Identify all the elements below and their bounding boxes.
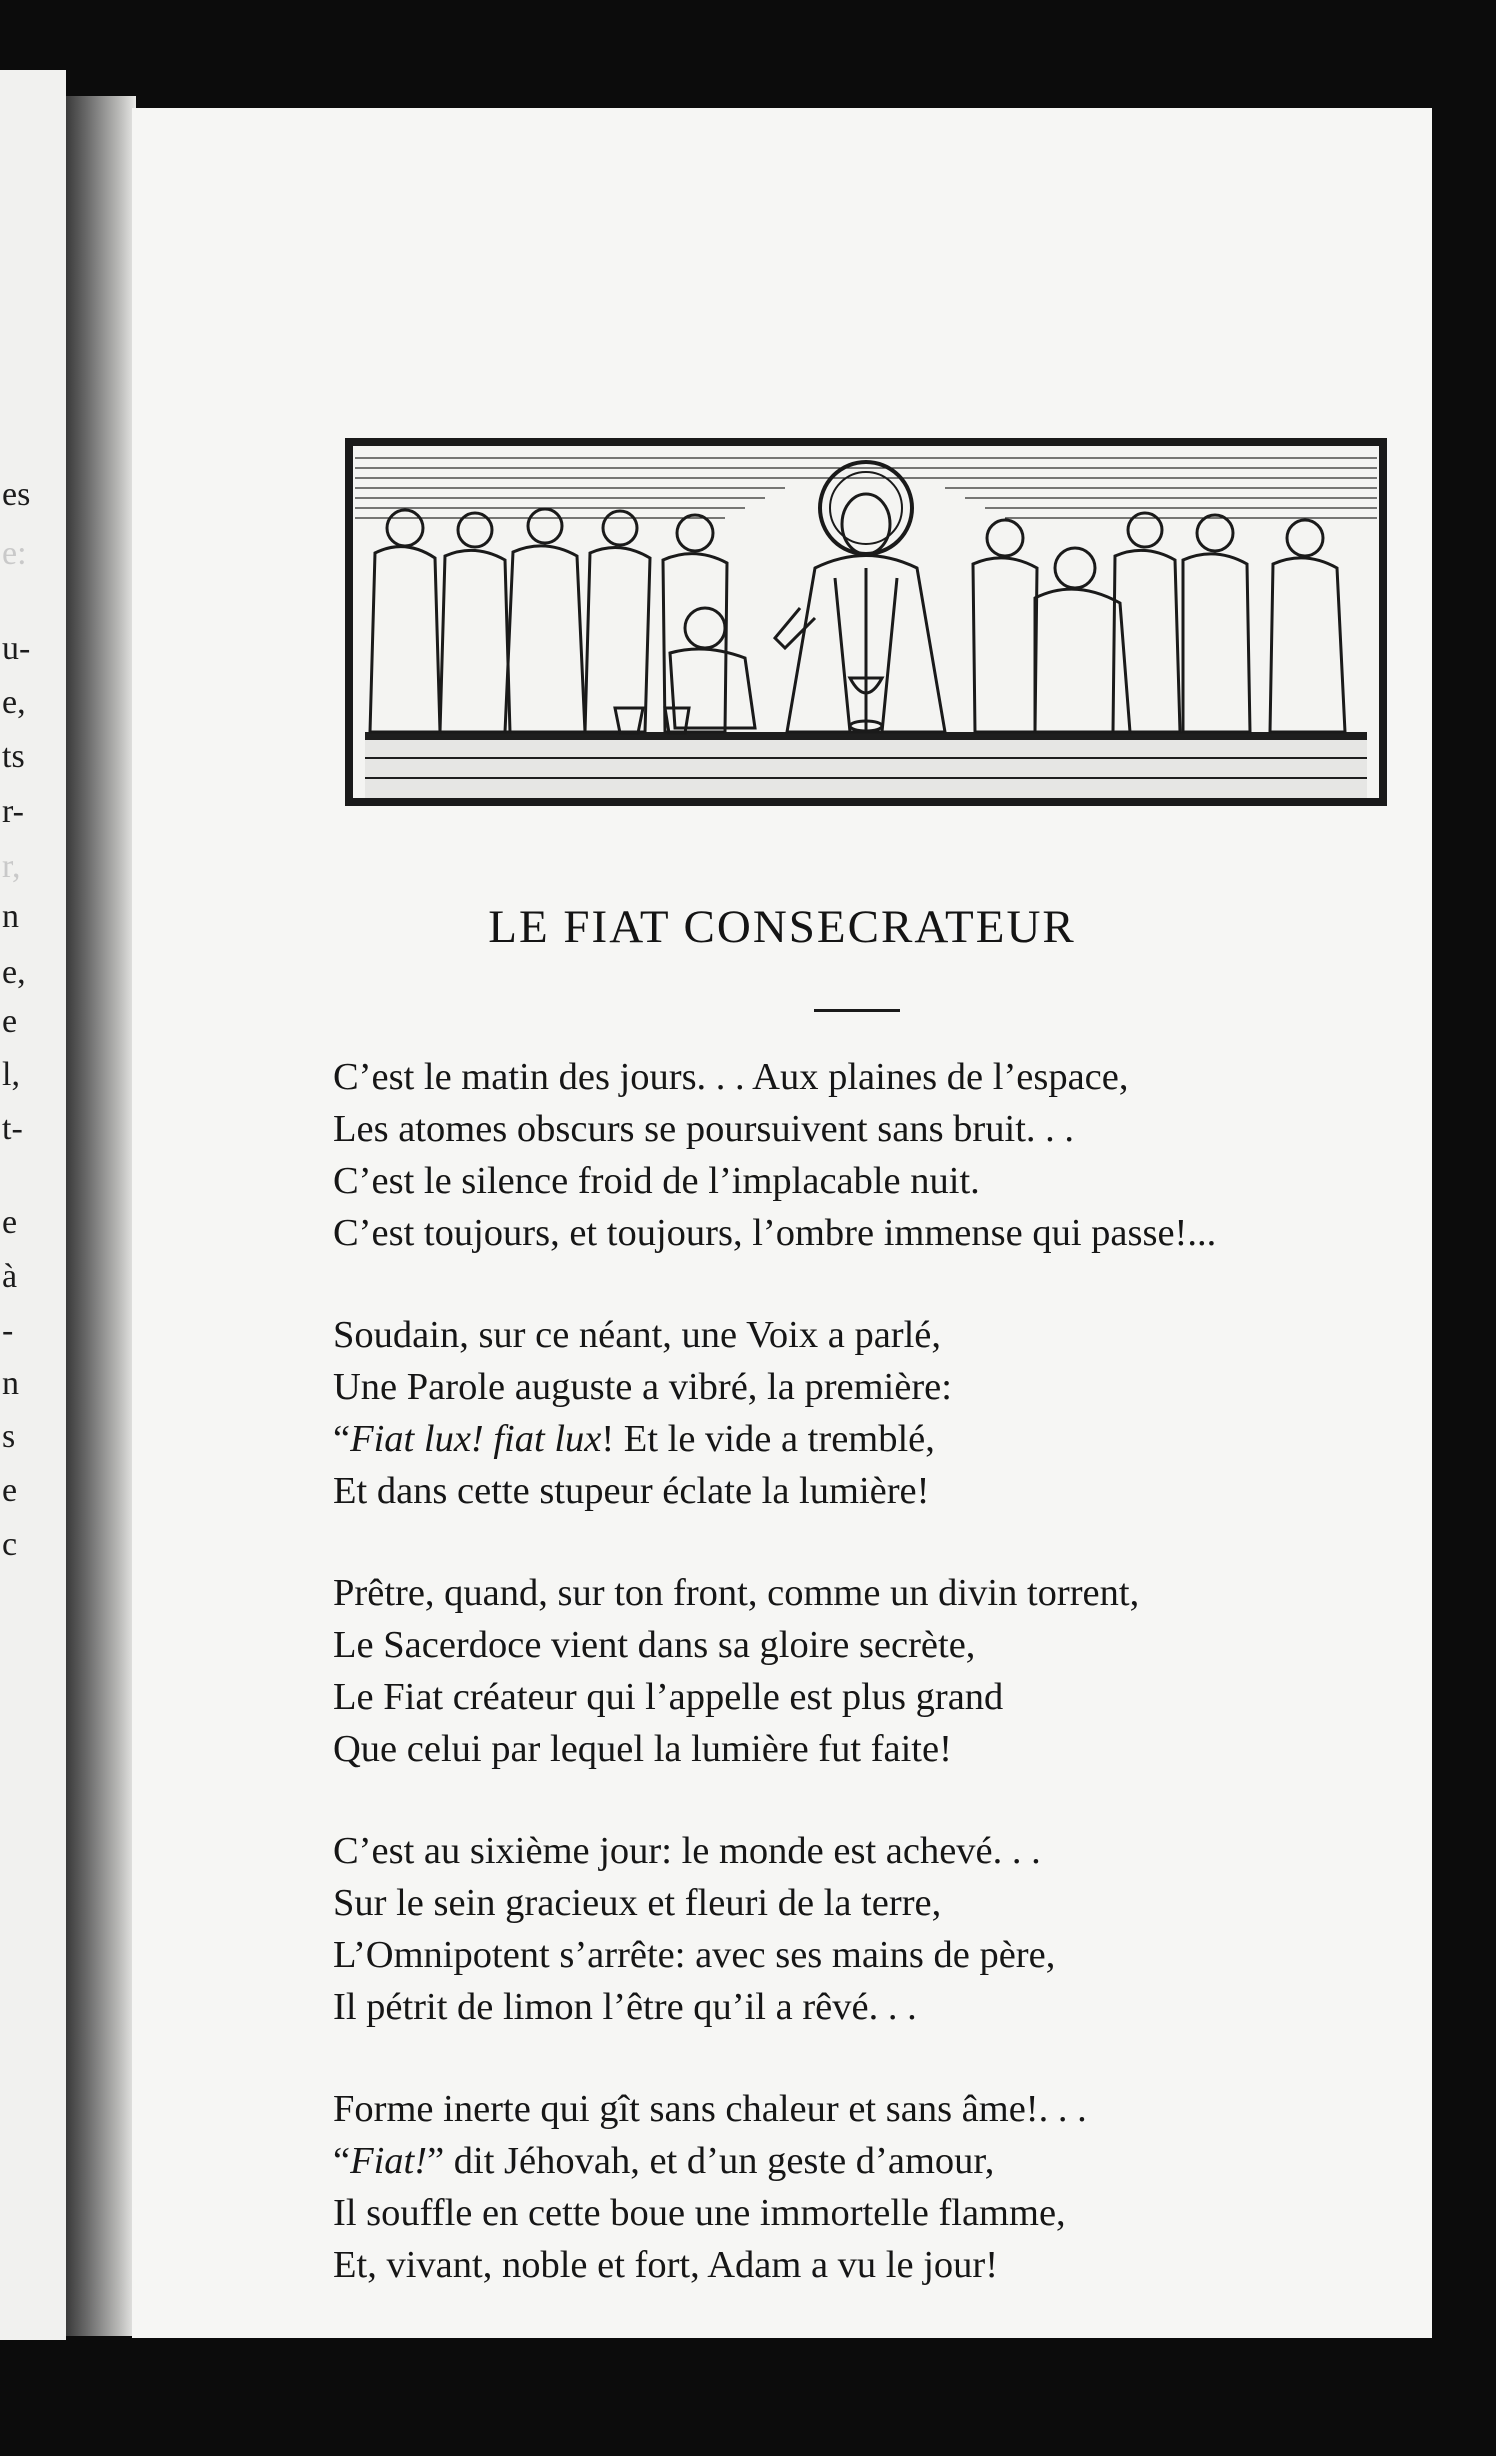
poem-line: Une Parole auguste a vibré, la première: [333, 1366, 952, 1408]
poem-line: Le Fiat créateur qui l’appelle est plus grand [333, 1676, 1004, 1718]
book-gutter [66, 96, 136, 2336]
line-text: “ [333, 1418, 351, 1460]
left-page-fragment: e [2, 1472, 18, 1509]
italic-phrase: Fiat lux! fiat lux [350, 1418, 602, 1460]
left-page-fragment: r, [2, 848, 21, 885]
poem-line: Les atomes obscurs se poursuivent sans bruit. . . [333, 1108, 1075, 1150]
last-supper-illustration [345, 438, 1387, 806]
poem-line: Soudain, sur ce néant, une Voix a parlé, [333, 1314, 942, 1356]
poem-stanza [333, 2083, 1453, 2291]
poem-line: C’est toujours, et toujours, l’ombre immense qui passe!... [333, 1212, 1217, 1254]
left-page-fragment: l, [2, 1056, 20, 1093]
left-page-fragment: - [2, 1312, 14, 1349]
poem-line: Forme inerte qui gît sans chaleur et sans âme!. . . [333, 2088, 1087, 2130]
left-page-fragment: e [2, 1003, 18, 1040]
left-page-fragment: e, [2, 954, 26, 991]
poem-line: Il pétrit de limon l’être qu’il a rêvé. . . [333, 1986, 917, 2028]
left-page-fragment: c [2, 1526, 18, 1563]
poem-stanza [333, 1051, 1453, 1259]
left-page-fragment: e, [2, 684, 26, 721]
left-page-fragment: n [2, 898, 19, 935]
book-page [132, 108, 1432, 2338]
poem-line: Et dans cette stupeur éclate la lumière! [333, 1470, 930, 1512]
poem [333, 1051, 1453, 2341]
poem-line: Le Sacerdoce vient dans sa gloire secrète, [333, 1624, 976, 1666]
poem-line: L’Omnipotent s’arrête: avec ses mains de père, [333, 1934, 1056, 1976]
left-page-fragment: r- [2, 793, 24, 830]
left-page-fragment: u- [2, 630, 31, 667]
left-page-fragment: t- [2, 1110, 23, 1147]
left-page-fragment: es [2, 476, 31, 513]
title-divider [814, 1009, 900, 1012]
poem-line: Et, vivant, noble et fort, Adam a vu le jour! [333, 2244, 999, 2286]
left-page-edge [0, 70, 66, 2340]
poem-line: Que celui par lequel la lumière fut faite! [333, 1728, 952, 1770]
line-text: ” dit Jéhovah, et d’un geste d’amour, [427, 2140, 995, 2182]
poem-line [333, 2135, 1453, 2187]
poem-line: Sur le sein gracieux et fleuri de la terre, [333, 1882, 942, 1924]
left-page-fragment: n [2, 1365, 19, 1402]
poem-line: C’est le matin des jours. . . Aux plaines de l’espace, [333, 1056, 1129, 1098]
italic-phrase: Fiat! [350, 2140, 428, 2182]
poem-stanza [333, 1825, 1453, 2033]
page-title: LE FIAT CONSECRATEUR [488, 901, 1076, 953]
left-page-fragment: ts [2, 738, 25, 775]
line-text: ! Et le vide a tremblé, [601, 1418, 935, 1460]
left-page-fragment: e: [2, 535, 27, 572]
left-page-fragment: à [2, 1258, 18, 1295]
poem-line: Prêtre, quand, sur ton front, comme un divin torrent, [333, 1572, 1140, 1614]
poem-line: C’est le silence froid de l’implacable nuit. [333, 1160, 980, 1202]
left-page-fragment: s [2, 1418, 16, 1455]
poem-line: Il souffle en cette boue une immortelle flamme, [333, 2192, 1066, 2234]
poem-line: C’est au sixième jour: le monde est achevé. . . [333, 1830, 1041, 1872]
left-page-fragment: e [2, 1204, 18, 1241]
poem-line [333, 1413, 1453, 1465]
line-text: “ [333, 2140, 351, 2182]
poem-stanza [333, 1309, 1453, 1517]
poem-stanza [333, 1567, 1453, 1775]
